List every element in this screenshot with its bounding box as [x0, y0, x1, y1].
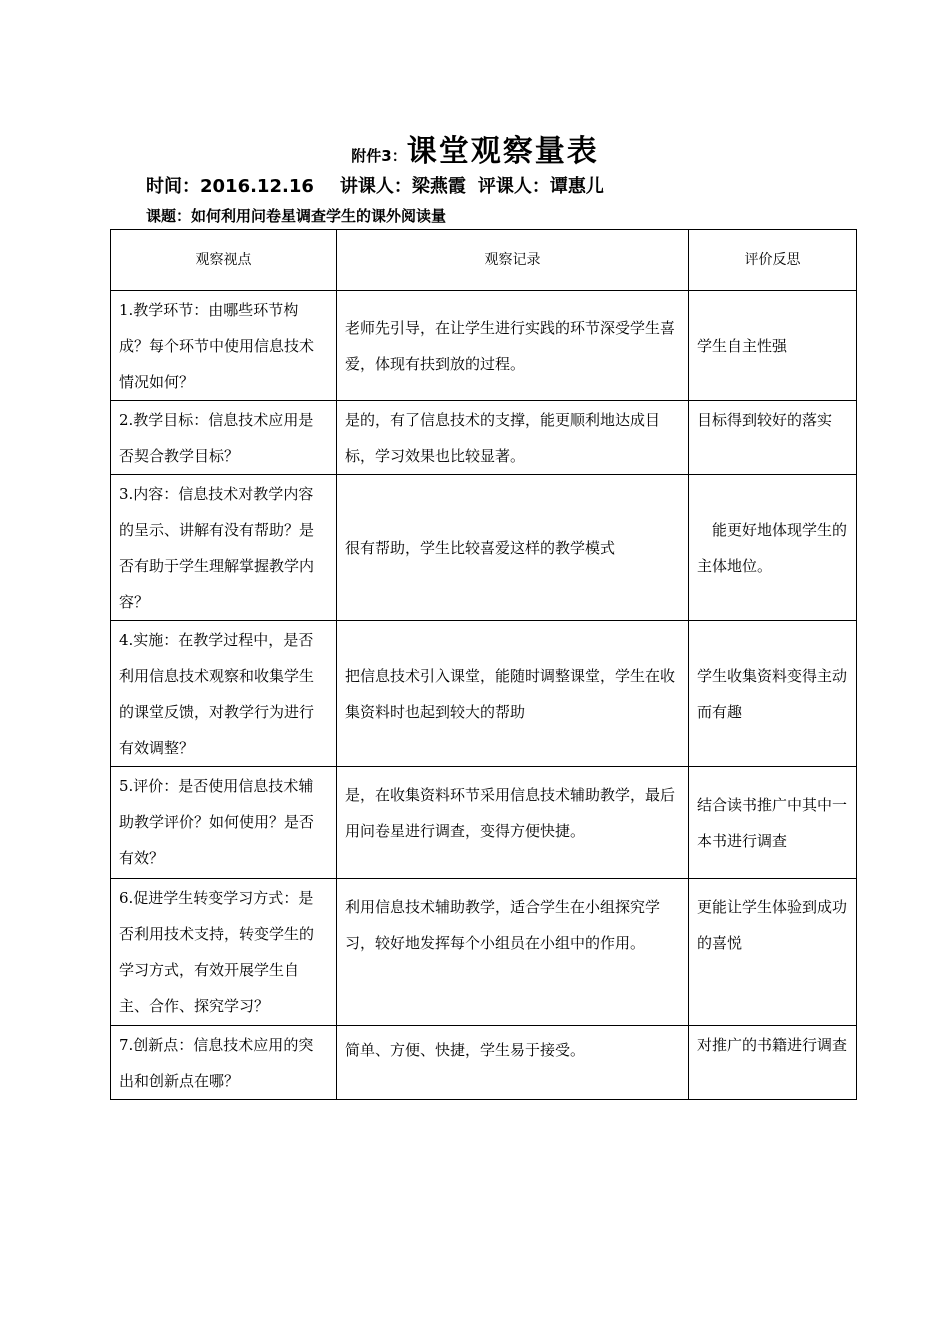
- cell-observation-point: 4.实施：在教学过程中，是否利用信息技术观察和收集学生的课堂反馈，对教学行为进行有效调整？: [111, 621, 337, 767]
- cell-evaluation-reflection: 学生自主性强: [689, 291, 857, 401]
- topic-line: 课题：如何利用问卷星调查学生的课外阅读量: [146, 207, 447, 225]
- observation-table: [110, 229, 857, 1100]
- page-title: [0, 126, 950, 170]
- cell-evaluation-reflection: 对推广的书籍进行调查: [689, 1026, 857, 1100]
- meta-time: 时间：2016.12.16: [146, 176, 314, 197]
- header-observation-record: 观察记录: [337, 230, 689, 291]
- table-row: [111, 401, 857, 475]
- table-row: [111, 879, 857, 1026]
- table-row: [111, 621, 857, 767]
- meta-line: [146, 172, 604, 198]
- cell-observation-record: 很有帮助，学生比较喜爱这样的教学模式: [337, 475, 689, 621]
- header-observation-point: 观察视点: [111, 230, 337, 291]
- cell-observation-point: 1.教学环节：由哪些环节构成？每个环节中使用信息技术情况如何？: [111, 291, 337, 401]
- title-prefix: 附件3：: [351, 147, 407, 165]
- cell-observation-point: 2.教学目标：信息技术应用是否契合教学目标？: [111, 401, 337, 475]
- cell-observation-record: 是的，有了信息技术的支撑，能更顺利地达成目标，学习效果也比较显著。: [337, 401, 689, 475]
- cell-observation-point: 6.促进学生转变学习方式：是否利用技术支持，转变学生的学习方式，有效开展学生自主、合作、探究学习？: [111, 879, 337, 1026]
- cell-evaluation-reflection: 能更好地体现学生的主体地位。: [689, 475, 857, 621]
- cell-evaluation-reflection: 更能让学生体验到成功的喜悦: [689, 879, 857, 1026]
- cell-observation-point: 5.评价：是否使用信息技术辅助教学评价？如何使用？是否有效？: [111, 767, 337, 879]
- table-header-row: [111, 230, 857, 291]
- cell-observation-record: 老师先引导，在让学生进行实践的环节深受学生喜爱，体现有扶到放的过程。: [337, 291, 689, 401]
- cell-observation-point: 7.创新点：信息技术应用的突出和创新点在哪？: [111, 1026, 337, 1100]
- table-row: [111, 291, 857, 401]
- cell-observation-point: 3.内容：信息技术对教学内容的呈示、讲解有没有帮助？是否有助于学生理解掌握教学内容？: [111, 475, 337, 621]
- cell-evaluation-reflection: 目标得到较好的落实: [689, 401, 857, 475]
- table-row: [111, 1026, 857, 1100]
- cell-observation-record: 利用信息技术辅助教学，适合学生在小组探究学习，较好地发挥每个小组员在小组中的作用。: [337, 879, 689, 1026]
- table-row: [111, 475, 857, 621]
- meta-evaluator: 评课人：谭惠儿: [477, 176, 604, 197]
- meta-lecturer: 讲课人：梁燕霞: [339, 176, 466, 197]
- header-evaluation-reflection: 评价反思: [689, 230, 857, 291]
- cell-observation-record: 把信息技术引入课堂，能随时调整课堂，学生在收集资料时也起到较大的帮助: [337, 621, 689, 767]
- cell-evaluation-reflection: 学生收集资料变得主动而有趣: [689, 621, 857, 767]
- table-row: [111, 767, 857, 879]
- cell-observation-record: 简单、方便、快捷，学生易于接受。: [337, 1026, 689, 1100]
- cell-observation-record: 是，在收集资料环节采用信息技术辅助教学，最后用问卷星进行调查，变得方便快捷。: [337, 767, 689, 879]
- cell-evaluation-reflection: 结合读书推广中其中一本书进行调查: [689, 767, 857, 879]
- title-main: 课堂观察量表: [406, 134, 599, 169]
